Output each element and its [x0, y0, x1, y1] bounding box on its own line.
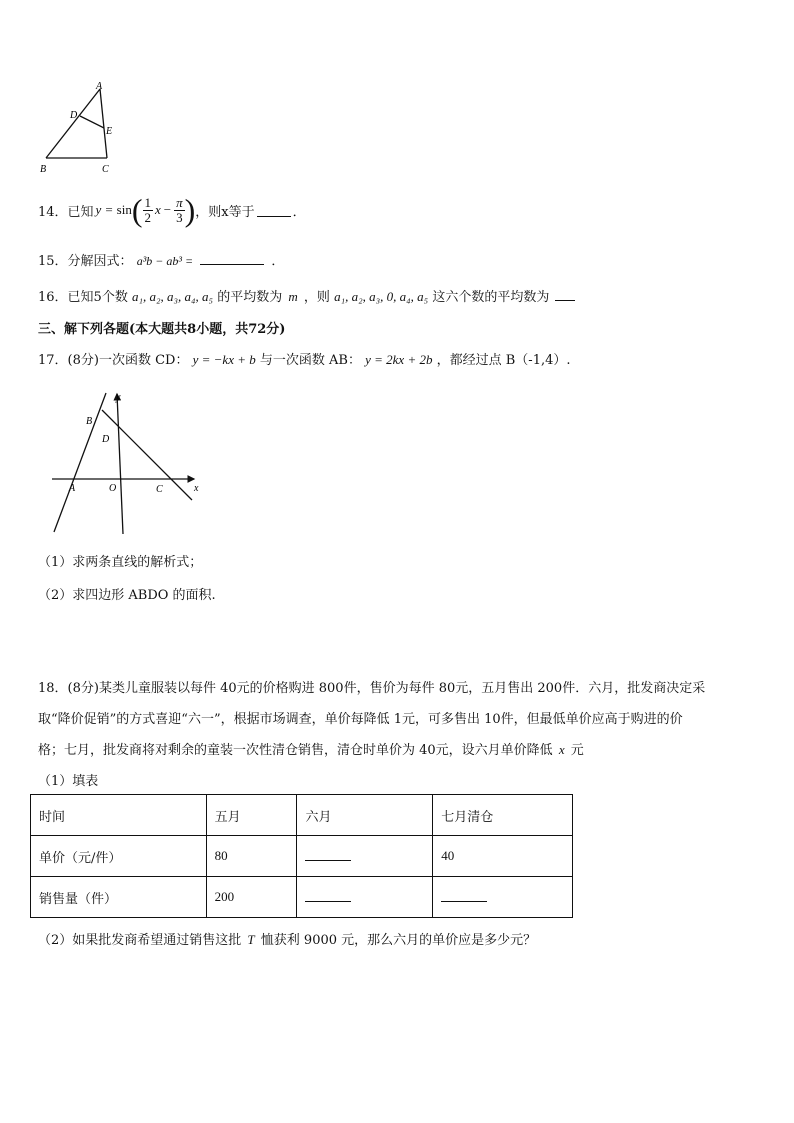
answer-blank-14[interactable] — [257, 204, 291, 217]
row-label-quantity: 销售量（件） — [31, 877, 207, 918]
coordinate-figure — [44, 388, 210, 538]
price-may: 80 — [206, 836, 297, 877]
segment-de — [80, 116, 104, 128]
q17-eq-cd: y = −kx + b — [192, 352, 256, 367]
row-label-price: 单价（元/件） — [31, 836, 207, 877]
q17-prefix: 17．(8分)一次函数 CD： — [38, 353, 189, 368]
q18-line2: 取“降价促销”的方式喜迎“六一”，根据市场调查，单价每降低 1元，可多售出 10件，但最低单价应高于购进的价 — [38, 712, 683, 727]
triangle-figure — [34, 78, 124, 178]
fraction-half — [143, 196, 154, 225]
q14-minus: − — [163, 202, 172, 217]
label-d: D — [70, 110, 78, 121]
header-july: 七月清仓 — [433, 795, 573, 836]
q17-eq-ab: y = 2kx + 2b — [365, 352, 433, 367]
q14-prefix: 14．已知 — [38, 204, 94, 220]
question-16 — [38, 286, 575, 305]
quantity-may: 200 — [206, 877, 297, 918]
label-axis-y: y — [116, 392, 121, 403]
q18-sub2-t: T — [247, 932, 255, 947]
q14-sin: sin — [116, 202, 132, 217]
quantity-june[interactable] — [297, 877, 433, 918]
q18-sub2-rest: 恤获利 9000 元，那么六月的单价应是多少元？ — [260, 933, 537, 948]
answer-blank-15[interactable] — [200, 252, 264, 265]
q18-line3-unit: 元 — [570, 743, 584, 758]
q18-line3-text: 格；七月，批发商将对剩余的童装一次性清仓销售，清仓时单价为 40元，设六月单价降低 — [38, 743, 553, 758]
q15-prefix: 15．分解因式： — [38, 254, 133, 269]
label-point-c: C — [156, 484, 163, 495]
header-may: 五月 — [206, 795, 297, 836]
label-point-d: D — [102, 434, 110, 445]
quantity-july-blank[interactable] — [441, 889, 487, 902]
q16-suffix: 这六个数的平均数为 — [432, 290, 550, 305]
table-header-row — [31, 795, 573, 836]
label-point-o: O — [109, 483, 117, 494]
quantity-july[interactable] — [433, 877, 573, 918]
label-e: E — [106, 126, 113, 137]
half-numerator: 1 — [144, 194, 151, 210]
q18-sub2-text: （2）如果批发商希望通过销售这批 — [38, 933, 242, 948]
q14-end: ． — [292, 204, 306, 220]
q18-sub1: （1）填表 — [38, 774, 99, 789]
section-title: 三、解下列各题(本大题共8小题，共72分) — [38, 322, 286, 337]
q18-var-x: x — [558, 742, 565, 757]
q15-expr: a³b − ab³ = — [136, 254, 194, 268]
question-14 — [38, 190, 306, 230]
right-paren: ) — [184, 192, 196, 228]
q17-suffix: ，都经过点 B（-1,4）. — [436, 353, 571, 368]
y-axis — [117, 394, 123, 534]
q16-mid: 的平均数为 — [217, 290, 283, 305]
pi-numerator: π — [176, 194, 183, 210]
q17-part1: （1）求两条直线的解析式； — [38, 555, 203, 570]
price-june[interactable] — [297, 836, 433, 877]
table-row — [31, 836, 573, 877]
label-point-b: B — [86, 416, 93, 427]
three-denominator: 3 — [176, 209, 183, 225]
price-table — [30, 794, 573, 918]
price-july: 40 — [433, 836, 573, 877]
q14-y: y — [95, 202, 102, 217]
question-15 — [38, 250, 284, 269]
q18-sub2 — [38, 929, 536, 948]
price-june-blank[interactable] — [305, 848, 351, 861]
line-ab — [54, 393, 106, 532]
q16-m: m — [288, 289, 298, 304]
half-denominator: 2 — [144, 209, 151, 225]
label-point-a: A — [69, 483, 76, 494]
q16-seq1: a₁, a₂, a₃, a₄, a₅ — [131, 289, 214, 304]
q17-part2: （2）求四边形 ABDO 的面积. — [38, 588, 216, 603]
q18-line1: 18．(8分)某类儿童服装以每件 40元的价格购进 800件，售价为每件 80元，五月售出 200件．六月，批发商决定采 — [38, 681, 706, 696]
quantity-june-blank[interactable] — [305, 889, 351, 902]
side-ac — [100, 89, 107, 158]
q14-eq: = — [105, 202, 113, 217]
label-axis-x: x — [194, 483, 199, 494]
q16-prefix: 16．已知5个数 — [38, 290, 128, 305]
header-time: 时间 — [31, 795, 207, 836]
header-june: 六月 — [297, 795, 433, 836]
q15-end: ． — [271, 254, 285, 269]
q17-mid: 与一次函数 AB： — [259, 353, 361, 368]
label-b: B — [40, 164, 47, 175]
fraction-pi-third — [174, 196, 185, 225]
q18-line3 — [38, 739, 584, 758]
side-ab — [46, 89, 100, 158]
table-row — [31, 877, 573, 918]
label-a: A — [96, 81, 103, 92]
answer-blank-16[interactable] — [555, 288, 575, 301]
label-c: C — [102, 164, 109, 175]
q14-x: x — [155, 202, 161, 217]
question-17 — [38, 349, 571, 368]
q16-mid2: ，则 — [303, 290, 330, 305]
q16-seq2: a₁, a₂, a₃, 0, a₄, a₅ — [334, 289, 429, 304]
left-paren: ( — [131, 192, 143, 228]
q14-suffix: ，则x等于 — [195, 204, 255, 220]
